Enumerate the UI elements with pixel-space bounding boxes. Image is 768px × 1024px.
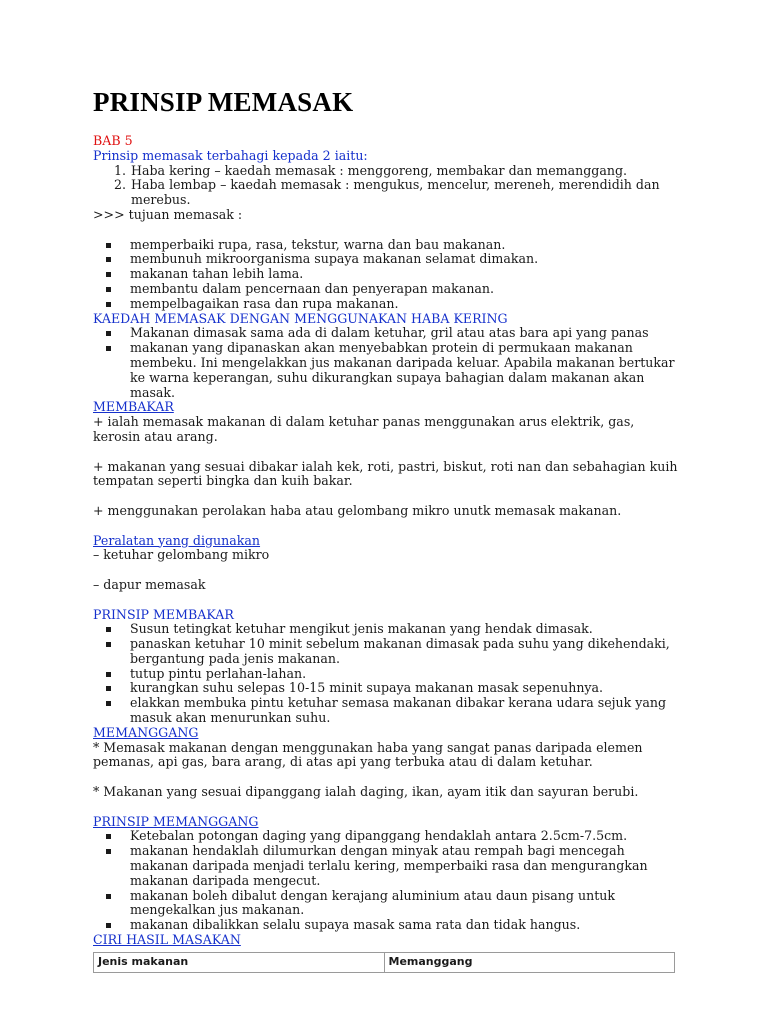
list-item: kurangkan suhu selepas 10-15 minit supaya makanan masak sepenuhnya. (130, 681, 683, 696)
ciri-hasil-link[interactable]: CIRI HASIL MASAKAN (93, 932, 241, 948)
dry-heat-list (93, 326, 683, 400)
list-item: memperbaiki rupa, rasa, tekstur, warna dan bau makanan. (130, 238, 683, 253)
table-header-cell: Jenis makanan (94, 952, 385, 972)
list-item: mempelbagaikan rasa dan rupa makanan. (130, 297, 683, 312)
list-item: membantu dalam pencernaan dan penyerapan makanan. (130, 282, 683, 297)
ciri-hasil-table (93, 952, 675, 973)
membakar-paragraph-3: + menggunakan perolakan haba atau gelombang mikro unutk memasak makanan. (93, 502, 622, 518)
list-item: makanan dibalikkan selalu supaya masak sama rata dan tidak hangus. (130, 918, 683, 933)
prinsip-membakar-heading: PRINSIP MEMBAKAR (93, 606, 234, 622)
dry-heat-heading: KAEDAH MEMASAK DENGAN MENGGUNAKAN HABA KERING (93, 310, 508, 326)
list-item: elakkan membuka pintu ketuhar semasa makanan dibakar kerana udara sejuk yang masuk akan menurunkan suhu. (130, 696, 683, 726)
memanggang-paragraph-2: * Makanan yang sesuai dipanggang ialah daging, ikan, ayam itik dan sayuran berubi. (93, 784, 639, 800)
purpose-list (93, 238, 683, 312)
table-header-cell: Memanggang (384, 952, 675, 972)
list-item: makanan tahan lebih lama. (130, 267, 683, 282)
cooking-methods-list (93, 164, 683, 208)
prinsip-membakar-list (93, 622, 683, 726)
list-item: panaskan ketuhar 10 minit sebelum makanan dimasak pada suhu yang dikehendaki, bergantung pada jenis makanan. (130, 637, 683, 667)
prinsip-memanggang-link[interactable]: PRINSIP MEMANGGANG (93, 813, 259, 829)
list-item: Makanan dimasak sama ada di dalam ketuhar, gril atau atas bara api yang panas (130, 326, 683, 341)
purpose-heading: >>> tujuan memasak : (93, 206, 243, 222)
page-title: PRINSIP MEMASAK (93, 87, 354, 117)
document-content (93, 86, 683, 973)
table-row (94, 952, 675, 972)
chapter-label: BAB 5 (93, 133, 133, 148)
list-item: membunuh mikroorganisma supaya makanan selamat dimakan. (130, 252, 683, 267)
memanggang-link[interactable]: MEMANGGANG (93, 724, 199, 740)
list-item: 2. Haba lembap – kaedah memasak : mengukus, mencelur, mereneh, merendidih dan merebus. (130, 178, 683, 208)
list-item: makanan hendaklah dilumurkan dengan minyak atau rempah bagi mencegah makanan daripada menjadi terlalu kering, memperbaiki rasa dan mengurangkan makanan daripada mengecut. (130, 844, 683, 888)
membakar-paragraph-2: + makanan yang sesuai dibakar ialah kek, roti, pastri, biskut, roti nan dan sebahagian kuih tempatan seperti bingka dan kuih bakar. (93, 458, 678, 489)
memanggang-paragraph-1: * Memasak makanan dengan menggunakan haba yang sangat panas daripada elemen pemanas, api gas, bara arang, di atas api yang terbuka atau di dalam ketuhar. (93, 739, 643, 770)
list-item: Susun tetingkat ketuhar mengikut jenis makanan yang hendak dimasak. (130, 622, 683, 637)
membakar-paragraph-1: + ialah memasak makanan di dalam ketuhar panas menggunakan arus elektrik, gas, kerosin atau arang. (93, 414, 635, 444)
list-item: 1. Haba kering – kaedah memasak : menggoreng, membakar dan memanggang. (130, 164, 683, 179)
list-item: Ketebalan potongan daging yang dipanggang hendaklah antara 2.5cm-7.5cm. (130, 829, 683, 844)
intro-text: Prinsip memasak terbahagi kepada 2 iaitu: (93, 147, 368, 163)
equipment-item-2: – dapur memasak (93, 576, 206, 592)
prinsip-memanggang-list (93, 829, 683, 933)
list-item: makanan yang dipanaskan akan menyebabkan protein di permukaan makanan membeku. Ini mengelakkan jus makanan daripada keluar. Apabila makanan bertukar ke warna keperangan, suhu dikurangkan supaya bahagian dalam makanan akan masak. (130, 341, 683, 400)
list-item: makanan boleh dibalut dengan kerajang aluminium atau daun pisang untuk mengekalkan jus makanan. (130, 889, 683, 919)
membakar-link[interactable]: MEMBAKAR (93, 399, 174, 415)
list-item: tutup pintu perlahan-lahan. (130, 667, 683, 682)
equipment-item-1: – ketuhar gelombang mikro (93, 547, 270, 563)
equipment-link[interactable]: Peralatan yang digunakan (93, 532, 261, 548)
